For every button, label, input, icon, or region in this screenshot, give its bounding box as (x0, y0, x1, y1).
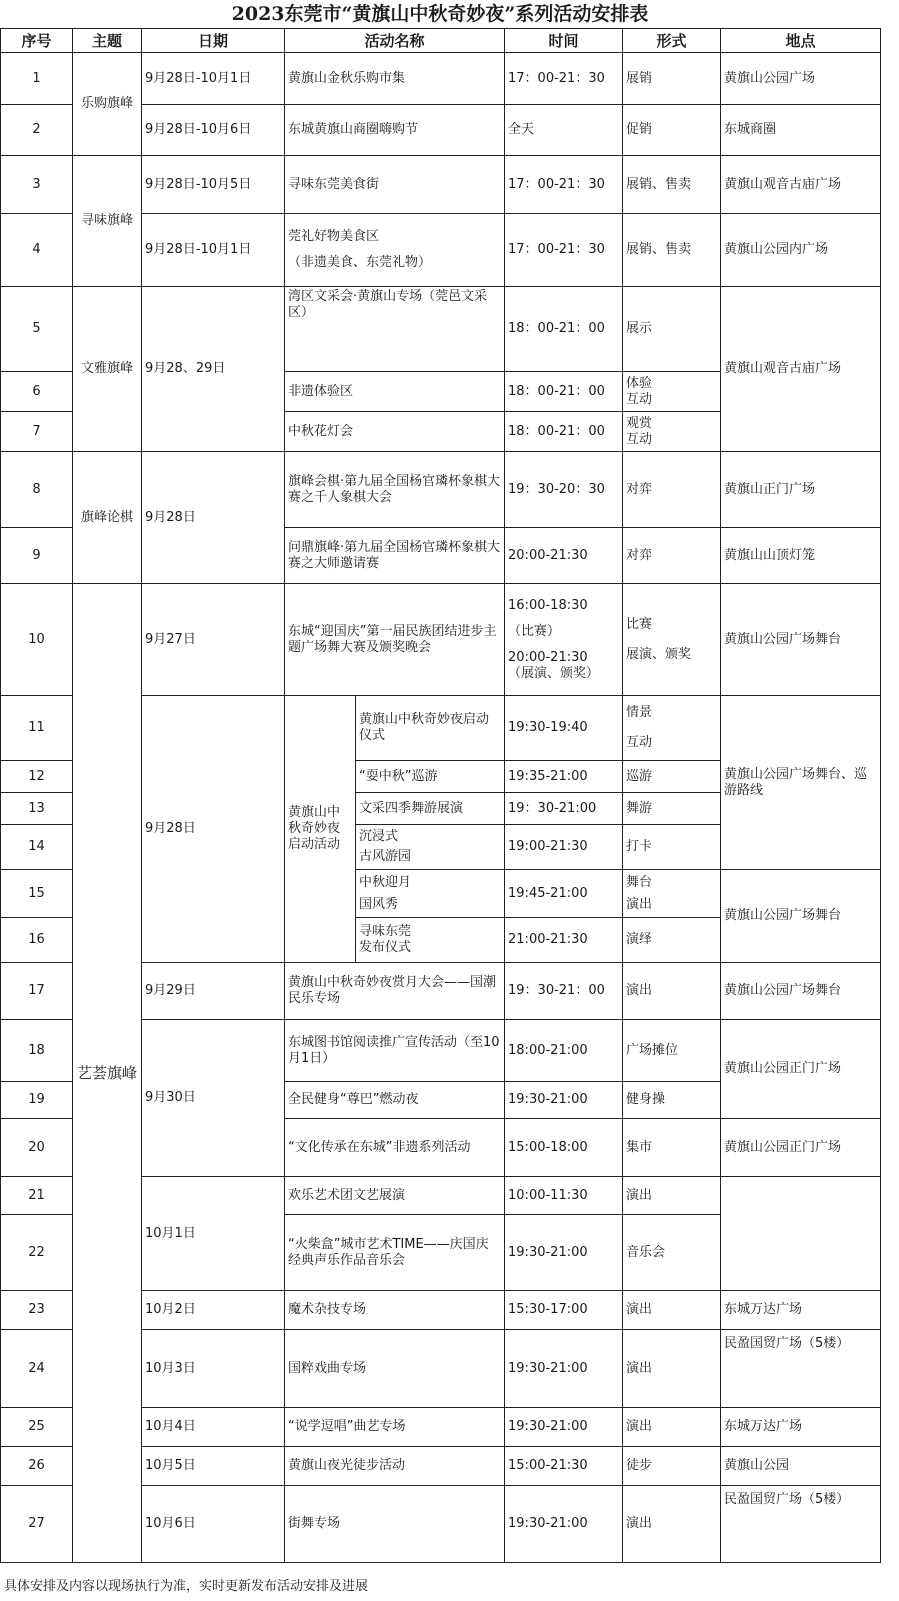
form-line: 互动 (626, 735, 653, 750)
table-header-row (1, 29, 881, 53)
form-cell: 演出 (623, 1177, 721, 1215)
date-cell: 9月29日 (142, 963, 285, 1020)
header-place: 地点 (721, 29, 881, 53)
activity-name: 东城“迎国庆”第一届民族团结进步主题广场舞大赛及颁奖晚会 (285, 584, 505, 696)
date-cell: 10月3日 (142, 1330, 285, 1408)
form-cell: 演出 (623, 963, 721, 1020)
date-cell: 9月28日 (142, 696, 285, 963)
time-cell: 19:45-21:00 (505, 870, 623, 918)
activity-name: “文化传承在东城”非遗系列活动 (285, 1119, 505, 1177)
activity-name: 黄旗山中秋奇妙夜赏月大会——国潮民乐专场 (285, 963, 505, 1020)
row-no: 18 (1, 1020, 73, 1082)
activity-name (356, 825, 505, 870)
time-cell: 20:00-21:30 (505, 528, 623, 584)
place-cell: 黄旗山山顶灯笼 (721, 528, 881, 584)
form-line: 演出 (626, 896, 653, 912)
time-cell: 19:30-21:00 (505, 1082, 623, 1119)
row-no: 20 (1, 1119, 73, 1177)
place-cell: 黄旗山公园 (721, 1447, 881, 1486)
date-cell: 9月28日 (142, 452, 285, 584)
date-cell: 10月4日 (142, 1408, 285, 1447)
place-cell: 民盈国贸广场（5楼） (721, 1330, 881, 1408)
form-cell: 展销、售卖 (623, 156, 721, 214)
place-cell: 黄旗山公园正门广场 (721, 1020, 881, 1119)
row-no: 24 (1, 1330, 73, 1408)
time-cell: 15:30-17:00 (505, 1291, 623, 1330)
activity-group-name: 黄旗山中秋奇妙夜启动活动 (285, 696, 356, 963)
place-cell: 黄旗山公园广场舞台 (721, 870, 881, 963)
form-line: 互动 (626, 391, 653, 407)
activity-name-line: 寻味东莞 (359, 924, 412, 939)
time-cell: 18：00-21：00 (505, 412, 623, 452)
row-no: 1 (1, 53, 73, 105)
form-cell: 展销 (623, 53, 721, 105)
place-cell: 黄旗山公园广场 (721, 53, 881, 105)
theme-cell: 旗峰论棋 (73, 452, 142, 584)
page-title: 2023东莞市“黄旗山中秋奇妙夜”系列活动安排表 (231, 3, 649, 25)
activity-name-line: 沉浸式 (359, 829, 399, 844)
activity-name: 魔术杂技专场 (285, 1291, 505, 1330)
activity-name (285, 214, 505, 287)
table-row (1, 53, 881, 105)
form-cell: 演出 (623, 1486, 721, 1563)
activity-name: 中秋花灯会 (285, 412, 505, 452)
time-line: 20:00-21:30 (508, 649, 588, 665)
time-cell: 10:00-11:30 (505, 1177, 623, 1215)
activity-name-line: 古风游园 (359, 849, 412, 864)
form-cell: 健身操 (623, 1082, 721, 1119)
time-cell: 19：30-21:00 (505, 793, 623, 825)
header-date: 日期 (142, 29, 285, 53)
place-cell: 东城万达广场 (721, 1291, 881, 1330)
row-no: 14 (1, 825, 73, 870)
form-cell: 徒步 (623, 1447, 721, 1486)
row-no: 9 (1, 528, 73, 584)
header-name: 活动名称 (285, 29, 505, 53)
time-line: 16:00-18:30 (508, 597, 588, 613)
form-line: 体验 (626, 375, 653, 391)
header-time: 时间 (505, 29, 623, 53)
row-no: 5 (1, 287, 73, 372)
row-no: 7 (1, 412, 73, 452)
schedule-table (0, 28, 881, 1563)
date-cell: 10月6日 (142, 1486, 285, 1563)
activity-name: “耍中秋”巡游 (356, 761, 505, 793)
activity-name: 寻味东莞美食街 (285, 156, 505, 214)
place-cell: 黄旗山公园正门广场 (721, 1119, 881, 1177)
activity-name: 东城图书馆阅读推广宣传活动（至10月1日） (285, 1020, 505, 1082)
row-no: 2 (1, 105, 73, 156)
time-cell: 18：00-21：00 (505, 372, 623, 412)
activity-name: “说学逗唱”曲艺专场 (285, 1408, 505, 1447)
row-no: 6 (1, 372, 73, 412)
time-cell: 19：30-20：30 (505, 452, 623, 528)
date-cell: 9月30日 (142, 1020, 285, 1177)
date-cell: 10月2日 (142, 1291, 285, 1330)
row-no: 8 (1, 452, 73, 528)
time-line: （展演、颁奖） (508, 665, 600, 681)
form-cell (623, 696, 721, 761)
form-cell (623, 870, 721, 918)
place-cell: 黄旗山公园内广场 (721, 214, 881, 287)
time-cell: 17：00-21：30 (505, 214, 623, 287)
header-form: 形式 (623, 29, 721, 53)
date-cell: 10月1日 (142, 1177, 285, 1291)
activity-name: 问鼎旗峰·第九届全国杨官璘杯象棋大赛之大师邀请赛 (285, 528, 505, 584)
table-row (1, 452, 881, 528)
time-cell: 17：00-21：30 (505, 53, 623, 105)
form-line: 互动 (626, 431, 653, 447)
time-cell: 19:30-21:00 (505, 1486, 623, 1563)
date-cell: 9月28日-10月6日 (142, 105, 285, 156)
row-no: 12 (1, 761, 73, 793)
row-no: 15 (1, 870, 73, 918)
activity-name: 东城黄旗山商圈嗨购节 (285, 105, 505, 156)
form-cell: 演出 (623, 1408, 721, 1447)
header-no: 序号 (1, 29, 73, 53)
place-cell: 黄旗山观音古庙广场 (721, 287, 881, 452)
row-no: 21 (1, 1177, 73, 1215)
activity-name: 街舞专场 (285, 1486, 505, 1563)
form-cell: 演绎 (623, 918, 721, 963)
place-cell: 东城万达广场 (721, 1408, 881, 1447)
activity-name-line: 莞礼好物美食区 (288, 229, 380, 244)
form-cell: 促销 (623, 105, 721, 156)
row-no: 10 (1, 584, 73, 696)
date-cell: 9月28日-10月1日 (142, 53, 285, 105)
activity-name: 湾区文采会·黄旗山专场（莞邑文采区） (285, 287, 505, 372)
place-cell: 黄旗山正门广场 (721, 452, 881, 528)
form-cell: 演出 (623, 1291, 721, 1330)
activity-name (356, 870, 505, 918)
time-cell: 19:30-19:40 (505, 696, 623, 761)
date-cell: 9月28日-10月1日 (142, 214, 285, 287)
time-cell: 19:30-21:00 (505, 1330, 623, 1408)
theme-cell: 乐购旗峰 (73, 53, 142, 156)
activity-name: 黄旗山中秋奇妙夜启动仪式 (356, 696, 505, 761)
activity-name: 旗峰会棋·第九届全国杨官璘杯象棋大赛之千人象棋大会 (285, 452, 505, 528)
place-cell: 黄旗山公园广场舞台、巡游路线 (721, 696, 881, 870)
time-cell: 全天 (505, 105, 623, 156)
row-no: 13 (1, 793, 73, 825)
row-no: 25 (1, 1408, 73, 1447)
form-cell: 展销、售卖 (623, 214, 721, 287)
place-cell (721, 1177, 881, 1291)
activity-name: 黄旗山金秋乐购市集 (285, 53, 505, 105)
date-cell: 10月5日 (142, 1447, 285, 1486)
table-row (1, 156, 881, 214)
activity-name (356, 918, 505, 963)
row-no: 23 (1, 1291, 73, 1330)
theme-cell: 艺荟旗峰 (73, 584, 142, 1563)
place-cell: 黄旗山观音古庙广场 (721, 156, 881, 214)
form-cell: 对弈 (623, 452, 721, 528)
time-cell: 17：00-21：30 (505, 156, 623, 214)
time-cell: 21:00-21:30 (505, 918, 623, 963)
row-no: 17 (1, 963, 73, 1020)
row-no: 11 (1, 696, 73, 761)
form-cell: 展示 (623, 287, 721, 372)
table-row (1, 287, 881, 372)
activity-name: “火柴盒”城市艺术TIME——庆国庆经典声乐作品音乐会 (285, 1215, 505, 1291)
time-cell: 15:00-18:00 (505, 1119, 623, 1177)
form-cell: 广场摊位 (623, 1020, 721, 1082)
time-cell: 19:00-21:30 (505, 825, 623, 870)
form-cell: 集市 (623, 1119, 721, 1177)
time-cell: 19:35-21:00 (505, 761, 623, 793)
row-no: 27 (1, 1486, 73, 1563)
activity-name: 黄旗山夜光徒步活动 (285, 1447, 505, 1486)
activity-name: 文采四季舞游展演 (356, 793, 505, 825)
activity-name-line: 发布仪式 (359, 940, 412, 955)
form-cell: 舞游 (623, 793, 721, 825)
table-row (1, 584, 881, 696)
form-cell (623, 412, 721, 452)
activity-name: 全民健身“尊巴”燃动夜 (285, 1082, 505, 1119)
activity-name: 国粹戏曲专场 (285, 1330, 505, 1408)
form-cell: 对弈 (623, 528, 721, 584)
row-no: 4 (1, 214, 73, 287)
form-cell (623, 584, 721, 696)
row-no: 26 (1, 1447, 73, 1486)
row-no: 19 (1, 1082, 73, 1119)
activity-name: 欢乐艺术团文艺展演 (285, 1177, 505, 1215)
activity-name: 非遗体验区 (285, 372, 505, 412)
theme-cell: 文雅旗峰 (73, 287, 142, 452)
date-cell: 9月28、29日 (142, 287, 285, 452)
time-cell: 15:00-21:30 (505, 1447, 623, 1486)
row-no: 16 (1, 918, 73, 963)
time-cell: 18：00-21：00 (505, 287, 623, 372)
form-line: 情景 (626, 705, 653, 720)
form-line: 舞台 (626, 874, 653, 890)
date-cell: 9月27日 (142, 584, 285, 696)
place-cell: 东城商圈 (721, 105, 881, 156)
activity-name-line: （非遗美食、东莞礼物） (288, 255, 432, 270)
time-cell (505, 584, 623, 696)
row-no: 22 (1, 1215, 73, 1291)
row-no: 3 (1, 156, 73, 214)
place-cell: 黄旗山公园广场舞台 (721, 963, 881, 1020)
activity-name-line: 国风秀 (359, 896, 399, 912)
form-cell: 演出 (623, 1330, 721, 1408)
form-cell (623, 372, 721, 412)
form-cell: 音乐会 (623, 1215, 721, 1291)
footnote: 具体安排及内容以现场执行为准，实时更新发布活动安排及进展 (4, 1579, 369, 1594)
time-cell: 19：30-21：00 (505, 963, 623, 1020)
time-line: （比赛） (508, 623, 561, 639)
time-cell: 19:30-21:00 (505, 1215, 623, 1291)
theme-cell: 寻味旗峰 (73, 156, 142, 287)
place-cell: 黄旗山公园广场舞台 (721, 584, 881, 696)
form-cell: 巡游 (623, 761, 721, 793)
form-line: 展演、颁奖 (626, 646, 692, 662)
header-theme: 主题 (73, 29, 142, 53)
form-line: 比赛 (626, 616, 653, 632)
time-cell: 18:00-21:00 (505, 1020, 623, 1082)
place-cell: 民盈国贸广场（5楼） (721, 1486, 881, 1563)
form-line: 观赏 (626, 415, 653, 431)
date-cell: 9月28日-10月5日 (142, 156, 285, 214)
time-cell: 19:30-21:00 (505, 1408, 623, 1447)
activity-name-line: 中秋迎月 (359, 874, 412, 890)
form-cell: 打卡 (623, 825, 721, 870)
